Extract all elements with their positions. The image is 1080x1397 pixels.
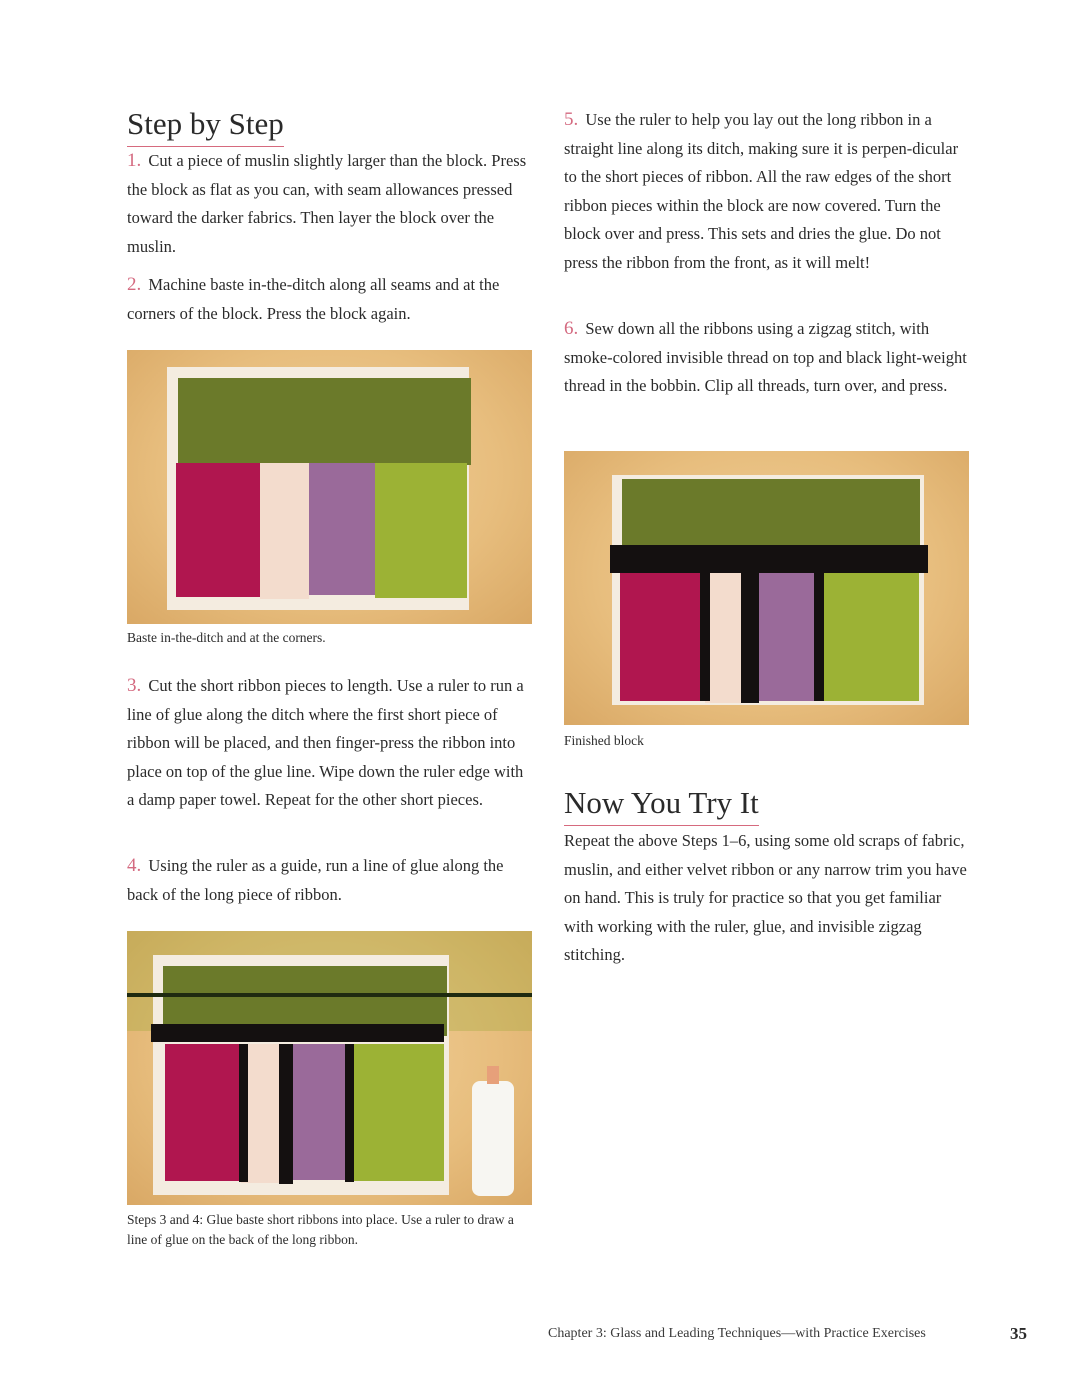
now-you-try-it-heading: Now You Try It [564,786,759,826]
lavender-fabric [291,1044,349,1180]
magenta-fabric [620,571,705,701]
step-text: Use the ruler to help you lay out the long ribbon in a straight line along its ditch, making sure it is perpen-dicular to the short pieces of ribbon. All the raw edges of the short ribbon pieces within the block are now covered. Turn the block over and press. This sets and dries the glue. Do not press the ribbon from the front, as it will melt! [564,110,959,272]
step-3 [127,672,532,815]
glue-baste-photo [127,931,532,1205]
step-6 [564,315,969,401]
caption-baste: Baste in-the-ditch and at the corners. [127,630,326,645]
glue-bottle [472,1081,514,1196]
short-ribbon [345,1044,354,1182]
footer-chapter: Chapter 3: Glass and Leading Techniques—with Practice Exercises [548,1326,926,1341]
step-2 [127,271,532,328]
magenta-fabric [176,463,260,597]
short-ribbon [279,1044,293,1184]
step-1 [127,147,532,261]
caption-glue: Steps 3 and 4: Glue baste short ribbons into place. Use a ruler to draw a line of glue on the back of the long ribbon. [127,1212,514,1247]
short-ribbon [700,571,710,701]
step-number: 6. [564,318,579,339]
step-text: Cut the short ribbon pieces to length. Use a ruler to run a line of glue along the ditch where the first short piece of ribbon will be placed, and then finger-press the ribbon into place on top of the glue line. Wipe down the ruler edge with a damp paper towel. Repeat for the other short pieces. [127,676,524,809]
lavender-fabric [757,571,819,701]
step-text: Machine baste in-the-ditch along all seams and at the corners of the block. Press the block again. [127,275,500,323]
lavender-fabric [309,463,375,595]
baste-photo [127,350,532,624]
step-number: 2. [127,274,142,295]
step-number: 4. [127,855,142,876]
lime-fabric [375,463,467,598]
cream-fabric [260,463,309,599]
olive-fabric [178,378,471,465]
try-it-paragraph: Repeat the above Steps 1–6, using some old scraps of fabric, muslin, and either velvet ribbon or any narrow trim you have on hand. This is truly for practice so that you get familiar with working with the ruler, glue, and invisible zigzag stitching. [564,831,967,964]
lime-fabric [819,571,919,701]
olive-fabric [622,479,920,549]
magenta-fabric [165,1044,241,1181]
step-text: Cut a piece of muslin slightly larger than the block. Press the block as flat as you can, with seam allowances pressed toward the darker fabrics. Then layer the block over the muslin. [127,151,527,256]
glue-bottle-tip [487,1066,499,1084]
short-ribbon [814,571,824,701]
long-ribbon [610,545,928,573]
short-ribbon [239,1044,248,1182]
step-number: 5. [564,109,579,130]
step-5 [564,106,969,277]
page-number: 35 [1010,1324,1027,1343]
short-ribbon [741,571,759,703]
step-text: Using the ruler as a guide, run a line of glue along the back of the long piece of ribbon. [127,856,504,904]
ruler-line [127,993,532,997]
step-by-step-heading: Step by Step [127,107,284,147]
finished-block-photo [564,451,969,725]
long-ribbon [151,1024,444,1042]
caption-finished: Finished block [564,733,644,748]
step-4 [127,852,532,909]
lime-fabric [349,1044,444,1181]
step-number: 1. [127,150,142,171]
step-text: Sew down all the ribbons using a zigzag stitch, with smoke-colored invisible thread on top and black light-weight thread in the bobbin. Clip all threads, turn over, and press. [564,319,967,395]
step-number: 3. [127,675,142,696]
